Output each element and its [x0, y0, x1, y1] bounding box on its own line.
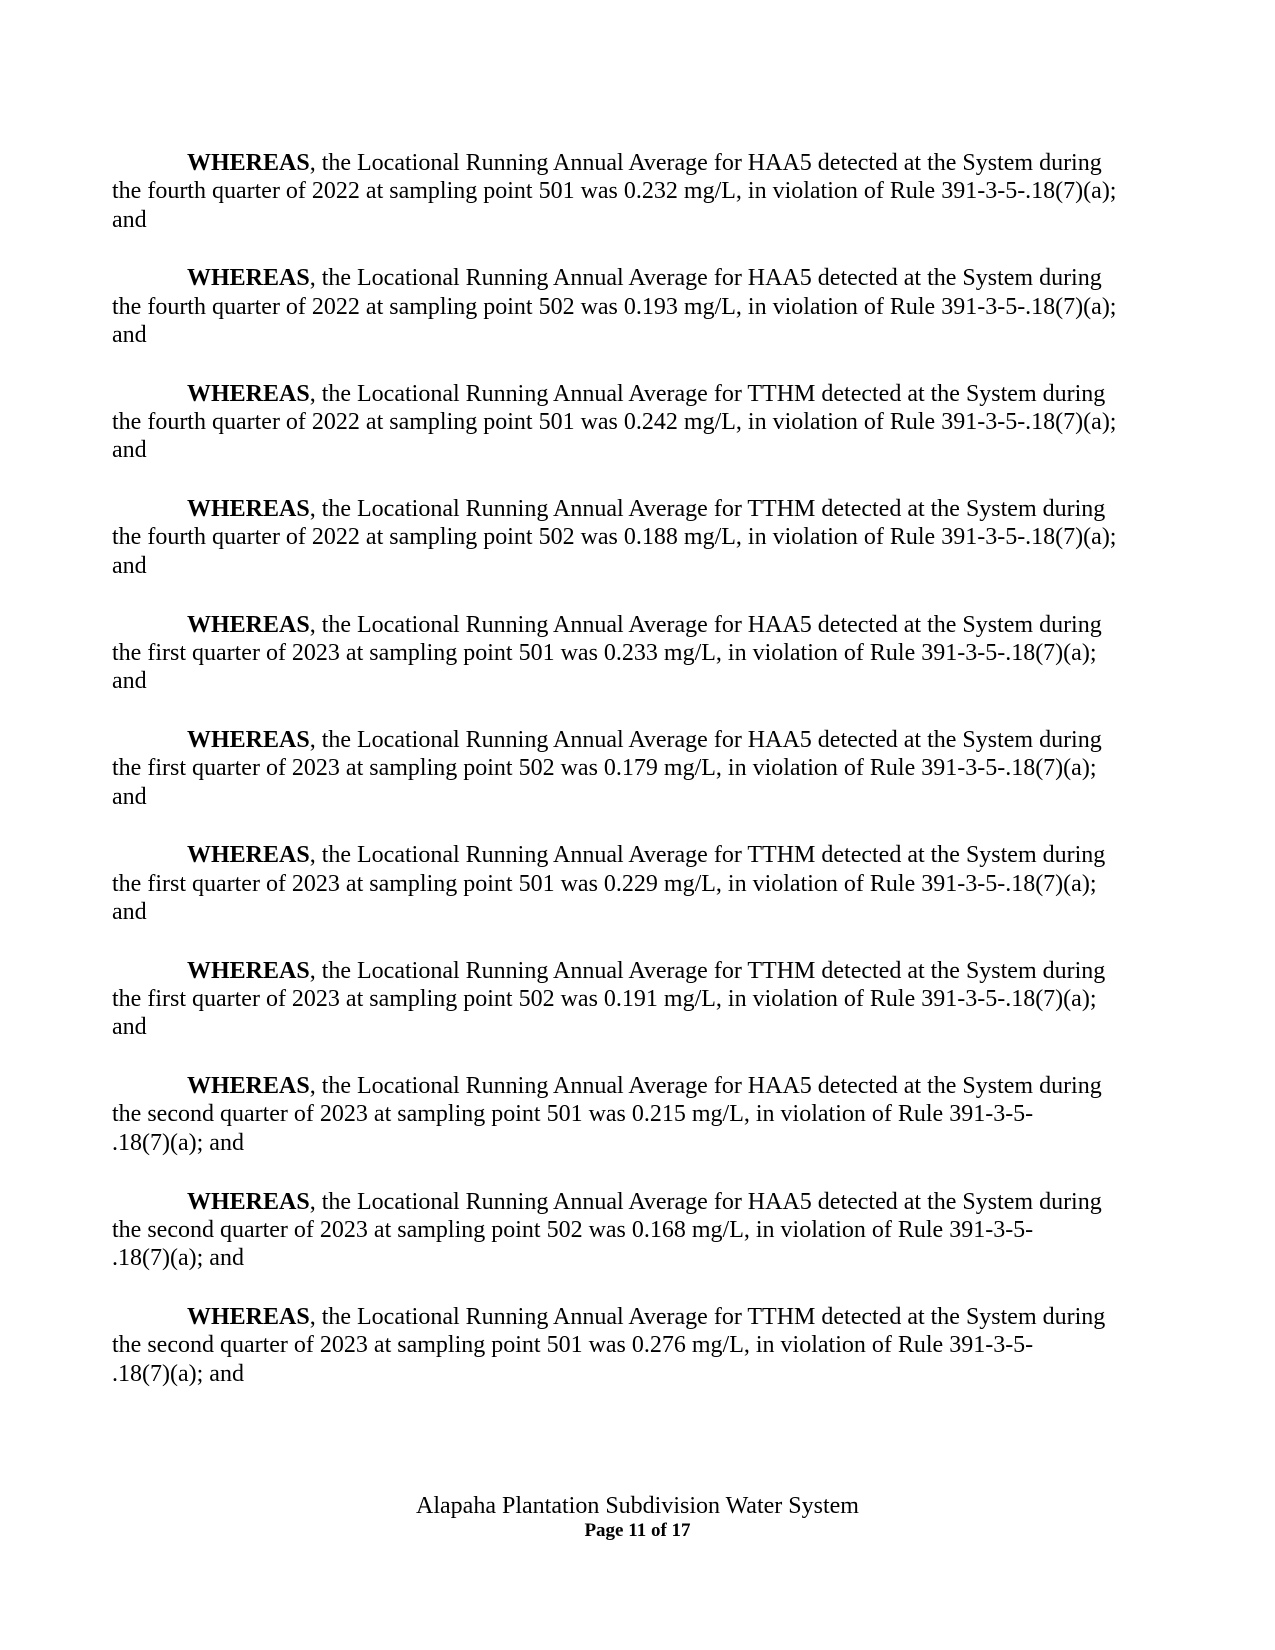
paragraph-text: , the Locational Running Annual Average for HAA5 detected at the System during the second quarter of 2023 at sampling point 502 was 0.168 mg/L, in violation of Rule 391-3-5- .18(7)(a); and — [112, 1188, 1102, 1272]
page-number: Page 11 of 17 — [584, 1520, 691, 1541]
paragraph — [112, 957, 1162, 1042]
paragraph-keyword: WHEREAS — [187, 150, 310, 176]
page-footer — [0, 1492, 1275, 1542]
paragraph — [112, 1188, 1162, 1273]
paragraph-text: , the Locational Running Annual Average for TTHM detected at the System during the first quarter of 2023 at sampling point 502 was 0.191 mg/L, in violation of Rule 391-3-5-.18(7)(a); and — [112, 957, 1106, 1041]
paragraph-keyword: WHEREAS — [187, 842, 310, 869]
paragraph-text: , the Locational Running Annual Average for HAA5 detected at the System during the fourth quarter of 2022 at sampling point 502 was 0.193 mg/L, in violation of Rule 391-3-5-.18(7)(a); and — [112, 265, 1117, 348]
paragraph-text: , the Locational Running Annual Average for HAA5 detected at the System during the first quarter of 2023 at sampling point 502 was 0.179 mg/L, in violation of Rule 391-3-5-.18(7)(a); and — [112, 726, 1102, 810]
footer-title: Alapaha Plantation Subdivision Water System — [416, 1493, 859, 1519]
paragraph — [112, 264, 1162, 349]
paragraph-text: , the Locational Running Annual Average for TTHM detected at the System during the first quarter of 2023 at sampling point 501 was 0.229 mg/L, in violation of Rule 391-3-5-.18(7)(a); and — [112, 842, 1106, 925]
paragraph — [112, 380, 1162, 465]
paragraph-keyword: WHEREAS — [187, 611, 310, 638]
paragraph-keyword: WHEREAS — [187, 1073, 310, 1100]
paragraph-keyword: WHEREAS — [187, 1303, 310, 1330]
paragraph — [112, 495, 1162, 580]
paragraph-text: , the Locational Running Annual Average for HAA5 detected at the System during the second quarter of 2023 at sampling point 501 was 0.215 mg/L, in violation of Rule 391-3-5- .18(7)(a); and — [112, 1073, 1102, 1156]
paragraph-keyword: WHEREAS — [187, 496, 310, 523]
paragraph — [112, 611, 1162, 696]
paragraph — [112, 1072, 1162, 1157]
paragraph-text: , the Locational Running Annual Average for HAA5 detected at the System during the fourth quarter of 2022 at sampling point 501 was 0.232 mg/L, in violation of Rule 391-3-5-.18(7)(a); and — [112, 150, 1117, 233]
paragraph-keyword: WHEREAS — [187, 726, 310, 753]
paragraph-keyword: WHEREAS — [187, 265, 310, 292]
paragraph-text: , the Locational Running Annual Average for TTHM detected at the System during the fourth quarter of 2022 at sampling point 502 was 0.188 mg/L, in violation of Rule 391-3-5-.18(7)(a); and — [112, 496, 1117, 579]
paragraph — [112, 1303, 1162, 1388]
paragraph — [112, 149, 1162, 234]
paragraph-keyword: WHEREAS — [187, 957, 310, 984]
paragraph-text: , the Locational Running Annual Average for TTHM detected at the System during the second quarter of 2023 at sampling point 501 was 0.276 mg/L, in violation of Rule 391-3-5- .18(7)(a); and — [112, 1303, 1106, 1387]
paragraph — [112, 726, 1162, 811]
paragraph-text: , the Locational Running Annual Average for TTHM detected at the System during the fourth quarter of 2022 at sampling point 501 was 0.242 mg/L, in violation of Rule 391-3-5-.18(7)(a); and — [112, 380, 1117, 464]
paragraph — [112, 841, 1162, 926]
paragraph-keyword: WHEREAS — [187, 380, 310, 407]
paragraph-text: , the Locational Running Annual Average for HAA5 detected at the System during the first quarter of 2023 at sampling point 501 was 0.233 mg/L, in violation of Rule 391-3-5-.18(7)(a); and — [112, 611, 1102, 695]
document-body — [112, 149, 1162, 1418]
paragraph-keyword: WHEREAS — [187, 1188, 310, 1215]
